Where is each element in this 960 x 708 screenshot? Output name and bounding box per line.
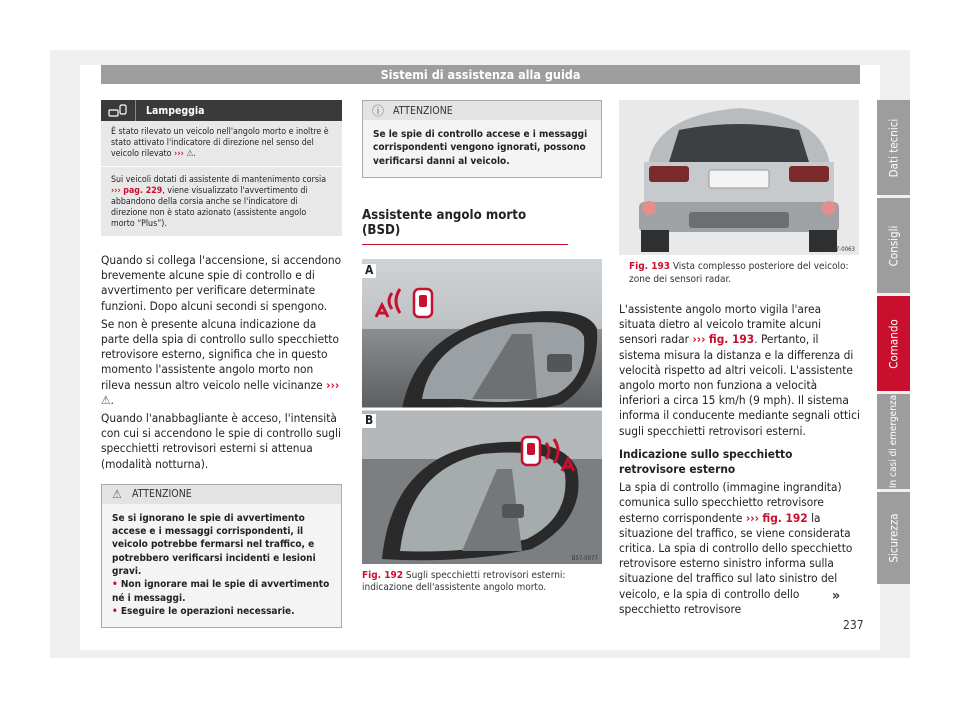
figure-label-a: A	[365, 262, 374, 277]
column-middle	[362, 100, 602, 595]
caution-title: ATTENZIONE	[393, 104, 453, 117]
car-rear-illustration	[619, 100, 859, 255]
tab-sicurezza[interactable]: Sicurezza	[877, 492, 910, 584]
paragraph: La spia di controllo (immagine ingrandita) comunica sullo specchietto retrovisore esterno corrispondente ››› fig. 192 la situazione del traffico, se viene considerata critica. La spia di controllo dello specchietto retrovisore esterno sinistro informa sulla situazione del traffico sul lato sinistro del veicolo, e la spia di controllo dello specchietto retrovisore	[619, 480, 853, 616]
warning-triangle-icon: ⚠	[101, 392, 111, 407]
page-header: Sistemi di assistenza alla guida	[101, 65, 860, 84]
column-left	[101, 100, 342, 628]
info-circle-icon: ⓘ	[371, 104, 384, 118]
figure-code: B57-0063	[828, 246, 855, 253]
table-heading: Lampeggia	[146, 104, 205, 117]
column-right	[619, 100, 860, 617]
caution-text: Se le spie di controllo accese e i messaggi corrispondenti vengono ignorati, possono verificarsi danni al veicolo.	[363, 120, 601, 177]
paragraph: L'assistente angolo morto vigila l'area situata dietro al veicolo tramite alcuni sensori radar ››› fig. 193. Pertanto, il sistema misura la distanza e la differenza di velocità rispetto ad altri veicoli. L'assistente angolo morto non funziona a velocità inferiori a circa 15 km/h (9 mph). Il sistema informa il conducente mediante segnali ottici sugli specchietti retrovisori esterni.	[619, 302, 860, 438]
table-row: Sui veicoli dotati di assistente di mantenimento corsia ››› pag. 229, viene visualizzato l'avvertimento di abbandono della corsia anche se l'indicatore di direzione non è stato azionato (assistente angolo morto “Plus”).	[101, 167, 342, 237]
tab-comando[interactable]: Comando	[877, 296, 910, 391]
warning-triangle-icon: ⚠	[186, 149, 194, 159]
warning-bullet: • Non ignorare mai le spie di avvertimento né i messaggi.	[112, 579, 330, 604]
figure-link[interactable]: fig. 192	[762, 510, 808, 525]
figure-link[interactable]: fig. 193	[708, 332, 755, 347]
ref-arrow: ›››	[174, 149, 184, 159]
warning-text: Se si ignorano le spie di avvertimento accese e i messaggi corrispondenti, il veicolo potrebbe fermarsi nel traffico, e potrebbero verificarsi incidenti e lesioni gravi.	[112, 512, 316, 578]
warning-box	[101, 484, 342, 628]
subheading: Indicazione sullo specchietto retrovisore esterno	[619, 446, 793, 477]
paragraph: Quando si collega l'accensione, si accendono brevemente alcune spie di controllo e di avvertimento per verificare determinate funzioni. Dopo alcuni secondi si spengono.	[101, 253, 342, 313]
figure-193	[619, 100, 859, 255]
figure-caption: Fig. 192 Sugli specchietti retrovisori esterni: indicazione dell'assistente angolo morto.	[362, 569, 566, 594]
right-radar-zone	[822, 201, 836, 215]
page-number: 237	[843, 618, 864, 632]
left-radar-zone	[642, 201, 656, 215]
caution-box	[362, 100, 602, 178]
continue-chevron-icon: »	[832, 588, 841, 604]
figure-label-b: B	[365, 412, 374, 427]
figure-caption: Fig. 193 Vista complesso posteriore del veicolo: zone dei sensori radar.	[629, 261, 849, 285]
warning-triangle-icon: ⚠	[112, 487, 122, 502]
warning-bullet: • Eseguire le operazioni necessarie.	[112, 605, 295, 617]
blind-spot-icon	[101, 100, 136, 121]
tab-emergenza[interactable]: In casi di emergenza	[877, 394, 910, 489]
figure-192	[362, 259, 602, 564]
tab-consigli[interactable]: Consigli	[877, 198, 910, 293]
warning-title: ATTENZIONE	[132, 488, 192, 501]
figure-code: B57-0077	[571, 554, 598, 562]
table-header	[101, 100, 342, 121]
paragraph: Quando l'anabbagliante è acceso, l'intensità con cui si accendono le spie di controllo sugli specchietti retrovisori esterni si attenua (modalità notturna).	[101, 411, 341, 471]
mirror-illustration	[362, 259, 602, 564]
table-row: È stato rilevato un veicolo nell'angolo morto e inoltre è stato attivato l'indicatore di direzione nel senso del veicolo rilevato ››› ⚠.	[101, 121, 342, 167]
tab-dati-tecnici[interactable]: Dati tecnici	[877, 100, 910, 195]
section-title: Assistente angolo morto (BSD)	[362, 208, 568, 245]
paragraph: Se non è presente alcuna indicazione da parte della spia di controllo sullo specchietto retrovisore esterno, significa che in questo momento l'assistente angolo morto non rileva nessun altro veicolo nelle vicinanze ››› ⚠.	[101, 316, 340, 407]
page-link[interactable]: pag. 229	[123, 186, 163, 196]
